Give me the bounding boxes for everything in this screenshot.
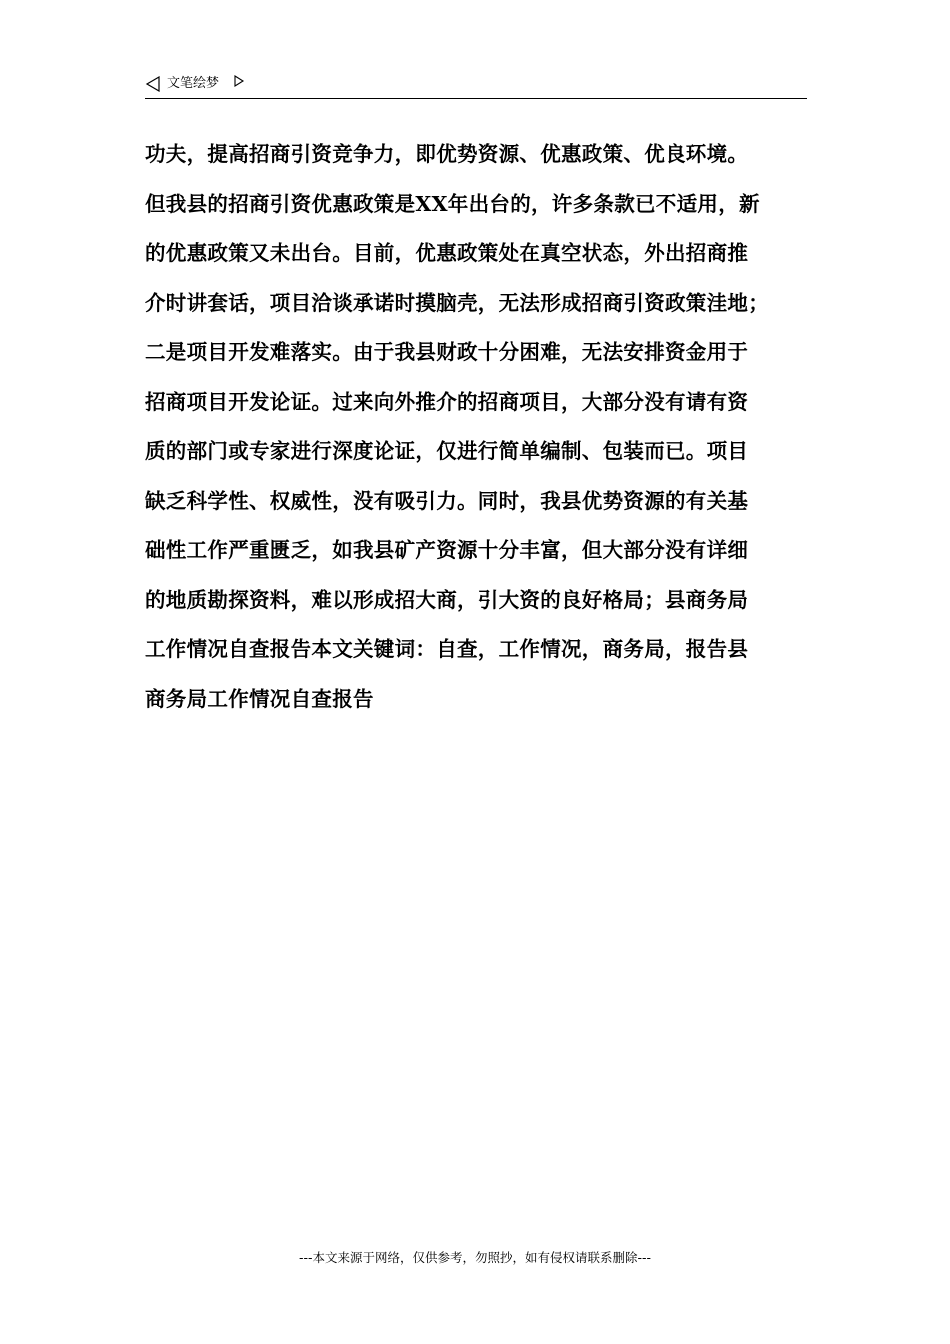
body-line: 商务局工作情况自查报告 [145, 686, 374, 711]
page-footer: ---本文来源于网络，仅供参考，勿照抄，如有侵权请联系删除--- [298, 1250, 652, 1265]
body-line: 但我县的招商引资优惠政策是XX年出台的，许多条款已不适用，新 [145, 191, 760, 216]
body-line: 质的部门或专家进行深度论证，仅进行简单编制、包装而已。项目 [145, 439, 749, 463]
body-line: 二是项目开发难落实。由于我县财政十分困难，无法安排资金用于 [145, 340, 749, 364]
body-line: 介时讲套话，项目洽谈承诺时摸脑壳，无法形成招商引资政策洼地； [145, 290, 769, 315]
body-line: 功夫，提高招商引资竞争力，即优势资源、优惠政策、优良环境。 [145, 142, 749, 166]
document-body [145, 130, 825, 724]
body-line: 工作情况自查报告本文关键词：自查，工作情况，商务局，报告县 [145, 637, 749, 661]
body-line: 的优惠政策又未出台。目前，优惠政策处在真空状态，外出招商推 [145, 241, 749, 265]
left-triangle-outline-icon [145, 76, 161, 92]
body-line: 缺乏科学性、权威性，没有吸引力。同时，我县优势资源的有关基 [145, 488, 749, 513]
body-line: 的地质勘探资料，难以形成招大商，引大资的良好格局；县商务局 [145, 587, 749, 612]
body-line: 招商项目开发论证。过来向外推介的招商项目，大部分没有请有资 [145, 389, 749, 414]
header-title: 文笔绘梦 [167, 76, 220, 91]
right-triangle-outline-icon [233, 75, 245, 87]
body-line: 础性工作严重匮乏，如我县矿产资源十分丰富，但大部分没有详细 [145, 538, 749, 562]
page-header [145, 74, 807, 99]
